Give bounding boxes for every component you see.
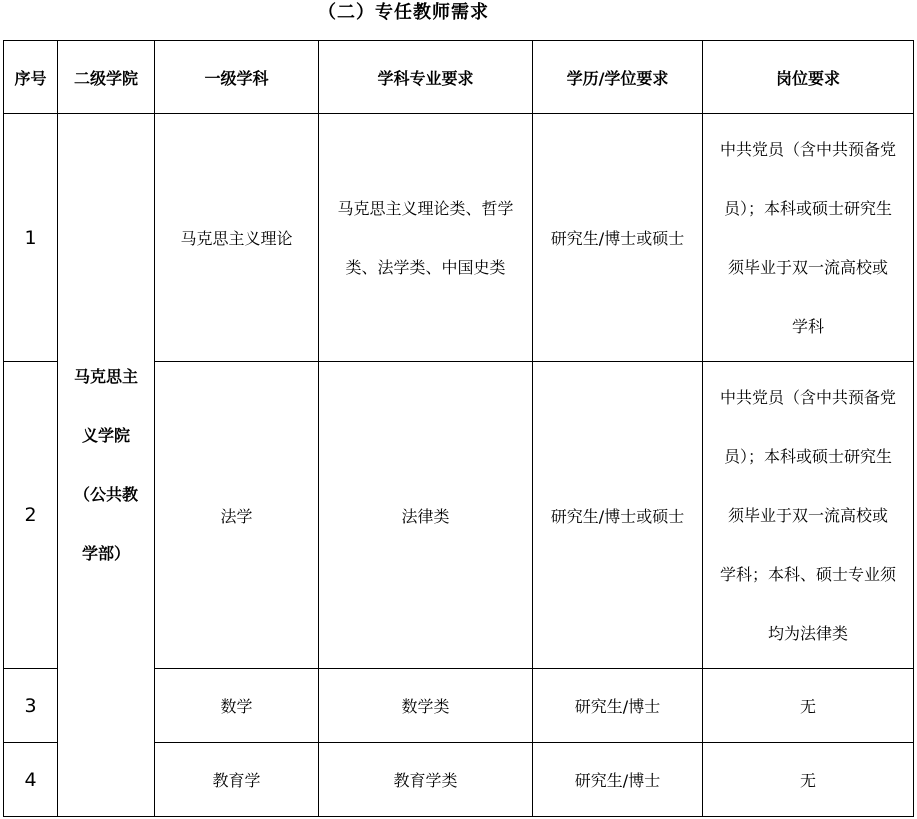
- major-line: 数学类: [401, 697, 450, 716]
- post-line: 无: [799, 771, 816, 790]
- row-number: 3: [4, 669, 58, 743]
- major-cell: [319, 669, 533, 743]
- major-cell: [319, 114, 533, 362]
- post-line: 学科；本科、硕士专业须: [719, 564, 896, 584]
- row-number: 4: [4, 743, 58, 817]
- post-line: 须毕业于双一流高校或: [727, 505, 888, 525]
- table-header-row: [4, 41, 914, 114]
- header-post: 岗位要求: [703, 41, 914, 114]
- post-cell: [703, 743, 914, 817]
- header-college: 二级学院: [58, 41, 155, 114]
- college-cell: [58, 114, 155, 817]
- post-line: 中共党员（含中共预备党: [719, 387, 896, 407]
- degree-cell: 研究生/博士: [533, 669, 703, 743]
- post-line: 须毕业于双一流高校或: [727, 257, 888, 277]
- college-line: 义学院: [81, 426, 130, 445]
- header-discipline: 一级学科: [155, 41, 319, 114]
- section-title: （二）专任教师需求: [318, 2, 489, 23]
- college-line: （公共教: [73, 485, 138, 504]
- discipline-cell: 法学: [155, 362, 319, 669]
- major-line: 马克思主义理论类、哲学: [337, 198, 514, 218]
- post-line: 员）；本科或硕士研究生: [723, 446, 892, 466]
- degree-cell: 研究生/博士或硕士: [533, 362, 703, 669]
- post-line: 无: [799, 697, 816, 716]
- post-cell: [703, 114, 914, 362]
- major-line: 法律类: [401, 506, 450, 526]
- post-line: 员）；本科或硕士研究生: [723, 198, 892, 218]
- post-line: 均为法律类: [767, 623, 848, 643]
- college-line: 学部）: [81, 544, 130, 563]
- post-cell: [703, 362, 914, 669]
- degree-cell: 研究生/博士或硕士: [533, 114, 703, 362]
- post-line: 中共党员（含中共预备党: [719, 139, 896, 159]
- teacher-requirements-table: [3, 40, 914, 817]
- major-line: 教育学类: [393, 771, 458, 790]
- major-cell: [319, 743, 533, 817]
- post-line: 学科: [791, 316, 824, 336]
- table-row: [4, 114, 914, 362]
- row-number: 1: [4, 114, 58, 362]
- row-number: 2: [4, 362, 58, 669]
- discipline-cell: 马克思主义理论: [155, 114, 319, 362]
- degree-cell: 研究生/博士: [533, 743, 703, 817]
- discipline-cell: 教育学: [155, 743, 319, 817]
- header-major: 学科专业要求: [319, 41, 533, 114]
- college-line: 马克思主: [73, 367, 138, 386]
- post-cell: [703, 669, 914, 743]
- major-line: 类、法学类、中国史类: [345, 257, 506, 277]
- header-degree: 学历/学位要求: [533, 41, 703, 114]
- header-no: 序号: [4, 41, 58, 114]
- major-cell: [319, 362, 533, 669]
- discipline-cell: 数学: [155, 669, 319, 743]
